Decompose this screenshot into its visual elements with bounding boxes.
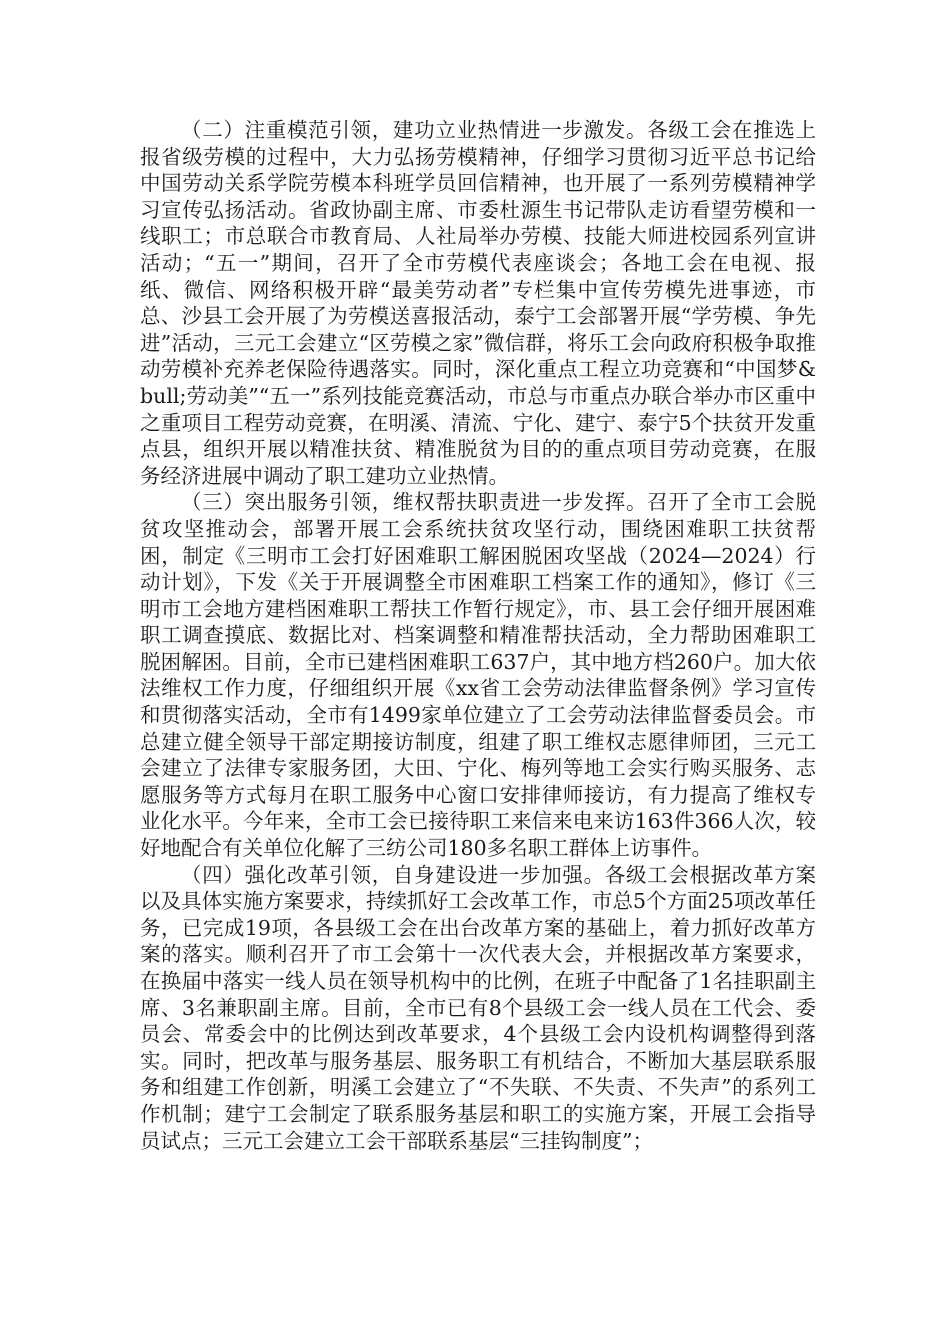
paragraph-reform-leadership: （四）强化改革引领，自身建设进一步加强。各级工会根据改革方案以及具体实施方案要求，持续抓好工会改革工作，市总5个方面25项改革任务，已完成19项，各县级工会在出台改革方案的基础上，着力抓好改革方案的落实。顺利召开了市工会第十一次代表大会，并根据改革方案要求，在换届中落实一线人员在领导机构中的比例，在班子中配备了1名挂职副主席、3名兼职副主席。目前，全市已有8个县级工会一线人员在工代会、委员会、常委会中的比例达到改革要求，4个县级工会内设机构调整得到落实。同时，把改革与服务基层、服务职工有机结合，不断加大基层联系服务和组建工作创新，明溪工会建立了“不失联、不失责、不失声”的系列工作机制；建宁工会制定了联系服务基层和职工的实施方案，开展工会指导员试点；三元工会建立工会干部联系基层“三挂钩制度”； [140, 862, 816, 1153]
paragraph-service-leadership: （三）突出服务引领，维权帮扶职责进一步发挥。召开了全市工会脱贫攻坚推动会，部署开展工会系统扶贫攻坚行动，围绕困难职工扶贫帮困，制定《三明市工会打好困难职工解困脱困攻坚战（2024—2024）行动计划》，下发《关于开展调整全市困难职工档案工作的通知》，修订《三明市工会地方建档困难职工帮扶工作暂行规定》，市、县工会仔细开展困难职工调查摸底、数据比对、档案调整和精准帮扶活动，全力帮助困难职工脱困解困。目前，全市已建档困难职工637户，其中地方档260户。加大依法维权工作力度，仔细组织开展《xx省工会劳动法律监督条例》学习宣传和贯彻落实活动，全市有1499家单位建立了工会劳动法律监督委员会。市总建立健全领导干部定期接访制度，组建了职工维权志愿律师团，三元工会建立了法律专家服务团，大田、宁化、梅列等地工会实行购买服务、志愿服务等方式每月在职工服务中心窗口安排律师接访，有力提高了维权专业化水平。今年来，全市工会已接待职工来信来电来访163件366人次，较好地配合有关单位化解了三纺公司180多名职工群体上访事件。 [140, 490, 816, 861]
document-body [140, 117, 816, 1154]
paragraph-model-leadership: （二）注重模范引领，建功立业热情进一步激发。各级工会在推选上报省级劳模的过程中，大力弘扬劳模精神，仔细学习贯彻习近平总书记给中国劳动关系学院劳模本科班学员回信精神，也开展了一系列劳模精神学习宣传弘扬活动。省政协副主席、市委杜源生书记带队走访看望劳模和一线职工；市总联合市教育局、人社局举办劳模、技能大师进校园系列宣讲活动；“五一”期间，召开了全市劳模代表座谈会；各地工会在电视、报纸、微信、网络积极开辟“最美劳动者”专栏集中宣传劳模先进事迹，市总、沙县工会开展了为劳模送喜报活动，泰宁工会部署开展“学劳模、争先进”活动，三元工会建立“区劳模之家”微信群，将乐工会向政府积极争取推动劳模补充养老保险待遇落实。同时，深化重点工程立功竞赛和“中国梦&bull;劳动美”“五一”系列技能竞赛活动，市总与市重点办联合举办市区重中之重项目工程劳动竞赛，在明溪、清流、宁化、建宁、泰宁5个扶贫开发重点县，组织开展以精准扶贫、精准脱贫为目的的重点项目劳动竞赛，在服务经济进展中调动了职工建功立业热情。 [140, 118, 816, 488]
